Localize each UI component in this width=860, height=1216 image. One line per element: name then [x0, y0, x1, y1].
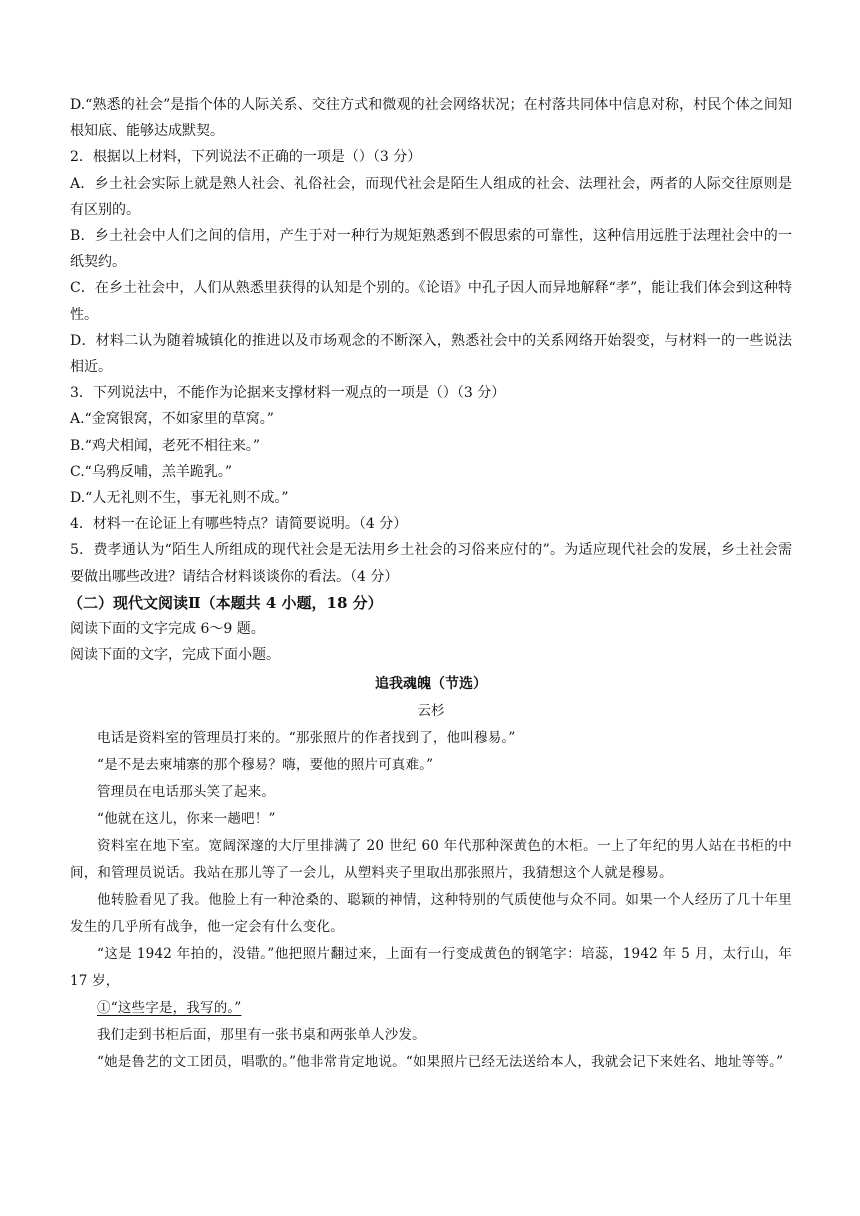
question-5: 5．费孝通认为“陌生人所组成的现代社会是无法用乡土社会的习俗来应付的”。为适应现代社会的发展，乡土社会需要做出哪些改进？请结合材料谈谈你的看法。（4 分） — [70, 542, 792, 585]
reading-instruction-2: 阅读下面的文字，完成下面小题。 — [70, 647, 280, 664]
story-paragraph: 资料室在地下室。宽阔深邃的大厅里排满了 20 世纪 60 年代那种深黄色的木柜。一上了年纪的男人站在书柜的中间，和管理员说话。我站在那儿等了一会儿，从塑料夹子里取出那张照片，我猜想这个人就是穆易。 — [70, 838, 792, 882]
section-2-title: （二）现代文阅读Ⅱ（本题共 4 小题，18 分） — [68, 593, 383, 612]
question-4: 4．材料一在论证上有哪些特点？请简要说明。（4 分） — [70, 516, 408, 533]
story-paragraph: 电话是资料室的管理员打来的。“那张照片的作者找到了，他叫穆易。” — [97, 730, 516, 747]
story-paragraph: “她是鲁艺的文工团员，唱歌的。”他非常肯定地说。“如果照片已经无法送给本人，我就会记下来姓名、地址等等。” — [97, 1054, 784, 1071]
option-d-definition: D.“熟悉的社会”是指个体的人际关系、交往方式和微观的社会网络状况；在村落共同体中信息对称，村民个体之间知根知底、能够达成默契。 — [70, 97, 792, 140]
reading-instruction-1: 阅读下面的文字完成 6～9 题。 — [70, 621, 265, 638]
story-paragraph-underlined — [70, 995, 792, 1022]
story-paragraph: 他转脸看见了我。他脸上有一种沧桑的、聪颖的神情，这种特别的气质使他与众不同。如果一个人经历了几十年里发生的几乎所有战争，他一定会有什么变化。 — [70, 892, 792, 936]
question-3-option-d: D.“人无礼则不生，事无礼则不成。” — [70, 490, 289, 507]
question-3-option-a: A.“金窝银窝，不如家里的草窝。” — [70, 411, 274, 428]
underlined-sentence-1: ①“这些字是，我写的。” — [97, 1000, 242, 1017]
question-2-option-d: D．材料二认为随着城镇化的推进以及市场观念的不断深入，熟悉社会中的关系网络开始裂变，与材料一的一些说法相近。 — [70, 332, 792, 376]
question-3-option-c: C.“乌鸦反哺，羔羊跪乳。” — [70, 463, 232, 480]
question-2-option-c: C．在乡土社会中，人们从熟悉里获得的认知是个别的。《论语》中孔子因人而异地解释“孝”，能让我们体会到这种特性。 — [70, 280, 792, 323]
question-2: 2．根据以上材料，下列说法不正确的一项是（）（3 分） — [70, 149, 422, 166]
story-title: 追我魂魄（节选） — [375, 676, 487, 693]
story-author: 云杉 — [417, 703, 445, 720]
story-paragraph: 管理员在电话那头笑了起来。 — [97, 784, 276, 801]
story-paragraph: 我们走到书柜后面，那里有一张书桌和两张单人沙发。 — [97, 1027, 426, 1044]
exam-page — [70, 92, 792, 1076]
story-paragraph: “他就在这儿，你来一趟吧！” — [97, 811, 276, 828]
question-3: 3．下列说法中，不能作为论据来支撑材料一观点的一项是（）（3 分） — [70, 385, 506, 402]
question-2-option-b: B．乡土社会中人们之间的信用，产生于对一种行为规矩熟悉到不假思索的可靠性，这种信用远胜于法理社会中的一纸契约。 — [70, 228, 792, 271]
story-paragraph: “这是 1942 年拍的，没错。”他把照片翻过来，上面有一行变成黄色的钢笔字：培蕊，1942 年 5 月，太行山，年 17 岁， — [70, 946, 792, 990]
question-2-option-a: A．乡土社会实际上就是熟人社会、礼俗社会，而现代社会是陌生人组成的社会、法理社会，两者的人际交往原则是有区别的。 — [70, 175, 792, 218]
story-paragraph: “是不是去柬埔寨的那个穆易？嗨，要他的照片可真难。” — [97, 757, 434, 774]
question-3-option-b: B.“鸡犬相闻，老死不相往来。” — [70, 437, 261, 454]
